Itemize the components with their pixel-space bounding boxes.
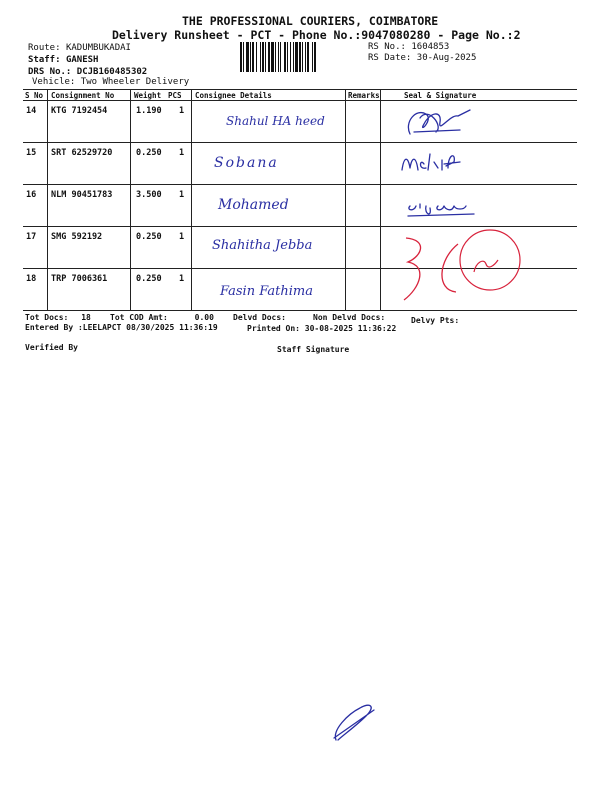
- row-weight: 0.250: [136, 232, 162, 242]
- tot-cod-value: 0.00: [194, 313, 214, 322]
- barcode-bar: [243, 42, 244, 72]
- barcode-bar: [314, 42, 316, 72]
- printed-on: Printed On: 30-08-2025 11:36:22: [247, 324, 397, 333]
- rs-date-label: RS Date:: [368, 53, 412, 63]
- barcode-bar: [290, 42, 291, 72]
- row-sno: 17: [26, 232, 37, 242]
- barcode-bar: [280, 42, 281, 72]
- barcode-bar: [284, 42, 286, 72]
- vehicle-value: Two Wheeler Delivery: [80, 77, 190, 87]
- barcode-bar: [307, 42, 309, 72]
- row-sno: 15: [26, 148, 37, 158]
- drs-line: [28, 67, 147, 77]
- rs-no-label: RS No.:: [368, 42, 406, 52]
- col-header-remarks: Remarks: [348, 91, 380, 100]
- tot-cod-label: Tot COD Amt:: [110, 313, 168, 322]
- signature-row-14: [400, 104, 480, 142]
- column-divider: [47, 89, 48, 310]
- route-value: KADUMBUKADAI: [65, 43, 131, 53]
- barcode-bar: [299, 42, 301, 72]
- table-bottom-rule: [23, 310, 577, 311]
- row-consignment: SMG 592192: [51, 232, 103, 242]
- barcode: [240, 42, 364, 72]
- barcode-bar: [250, 42, 251, 72]
- staff-signature: Staff Signature: [277, 345, 350, 354]
- barcode-bar: [260, 42, 261, 72]
- row-consignment: SRT 62529720: [51, 148, 113, 158]
- column-divider: [380, 89, 381, 310]
- barcode-bar: [312, 42, 313, 72]
- drs-value: DCJB160485302: [76, 67, 148, 77]
- column-divider: [191, 89, 192, 310]
- barcode-bar: [305, 42, 306, 72]
- runsheet-subtitle: Delivery Runsheet - PCT - Phone No.:9047080280 - Page No.:2: [112, 28, 521, 42]
- row-pcs: 1: [179, 232, 185, 242]
- company-title: THE PROFESSIONAL COURIERS, COIMBATORE: [182, 14, 439, 28]
- row-weight: 0.250: [136, 148, 162, 158]
- barcode-bar: [295, 42, 298, 72]
- signature-bottom: [330, 700, 380, 744]
- staff-label: Staff:: [28, 55, 61, 65]
- signature-row-16: [404, 194, 484, 222]
- row-sno: 18: [26, 274, 37, 284]
- col-header-pcs: PCS: [168, 91, 182, 100]
- column-divider: [345, 89, 346, 310]
- row-consignment: KTG 7192454: [51, 106, 108, 116]
- row-consignment: TRP 7006361: [51, 274, 108, 284]
- staff-value: GANESH: [65, 55, 99, 65]
- totals-line: [25, 313, 91, 322]
- col-header-weight: Weight: [134, 91, 162, 100]
- consignee-name: Shahul HA heed: [226, 114, 325, 128]
- table-top-rule: [23, 89, 577, 90]
- rs-no-value: 1604853: [411, 42, 450, 52]
- drs-label: DRS No.:: [28, 67, 72, 77]
- barcode-bar: [265, 42, 266, 72]
- row-pcs: 1: [179, 190, 185, 200]
- barcode-bar: [275, 42, 276, 72]
- signature-row-15: [398, 148, 478, 178]
- tot-docs-label: Tot Docs:: [25, 313, 69, 322]
- tot-docs-value: 18: [81, 313, 91, 322]
- barcode-bar: [262, 42, 264, 72]
- barcode-bar: [268, 42, 270, 72]
- row-consignment: NLM 90451783: [51, 190, 113, 200]
- col-header-sno: S No: [25, 91, 44, 100]
- row-weight: 3.500: [136, 190, 162, 200]
- barcode-bar: [278, 42, 279, 72]
- red-mark: [398, 230, 528, 310]
- consignee-name: Sobana: [214, 155, 279, 171]
- delvd-docs-label: Delvd Docs:: [233, 313, 286, 322]
- route-label: Route:: [28, 43, 61, 53]
- consignee-name: Mohamed: [218, 197, 289, 213]
- rs-date-line: [368, 53, 476, 63]
- col-header-seal: Seal & Signature: [404, 91, 477, 100]
- route-line: [28, 43, 131, 53]
- row-sno: 14: [26, 106, 37, 116]
- col-header-consignment: Consignment No: [51, 91, 115, 100]
- row-pcs: 1: [179, 274, 185, 284]
- rs-date-value: 30-Aug-2025: [416, 53, 477, 63]
- vehicle-line: [32, 77, 189, 87]
- barcode-bar: [271, 42, 274, 72]
- row-sno: 16: [26, 190, 37, 200]
- tot-cod: [110, 313, 214, 322]
- barcode-bar: [287, 42, 288, 72]
- consignee-name: Fasin Fathima: [220, 284, 313, 299]
- row-pcs: 1: [179, 148, 185, 158]
- barcode-bar: [246, 42, 249, 72]
- entered-by: Entered By :LEELAPCT 08/30/2025 11:36:19: [25, 323, 218, 332]
- barcode-bar: [256, 42, 257, 72]
- column-divider: [130, 89, 131, 310]
- row-weight: 1.190: [136, 106, 162, 116]
- verified-by: Verified By: [25, 343, 78, 352]
- barcode-bar: [293, 42, 294, 72]
- barcode-bar: [252, 42, 254, 72]
- row-weight: 0.250: [136, 274, 162, 284]
- non-delvd-docs-label: Non Delvd Docs:: [313, 313, 386, 322]
- vehicle-label: Vehicle:: [32, 77, 76, 87]
- rs-no-line: [368, 42, 449, 52]
- consignee-name: Shahitha Jebba: [212, 238, 313, 253]
- col-header-consignee: Consignee Details: [195, 91, 272, 100]
- row-pcs: 1: [179, 106, 185, 116]
- delvy-pts-label: Delvy Pts:: [411, 316, 460, 325]
- staff-line: [28, 55, 98, 65]
- barcode-bar: [302, 42, 303, 72]
- consignee-handwriting: [196, 101, 344, 309]
- barcode-bar: [240, 42, 242, 72]
